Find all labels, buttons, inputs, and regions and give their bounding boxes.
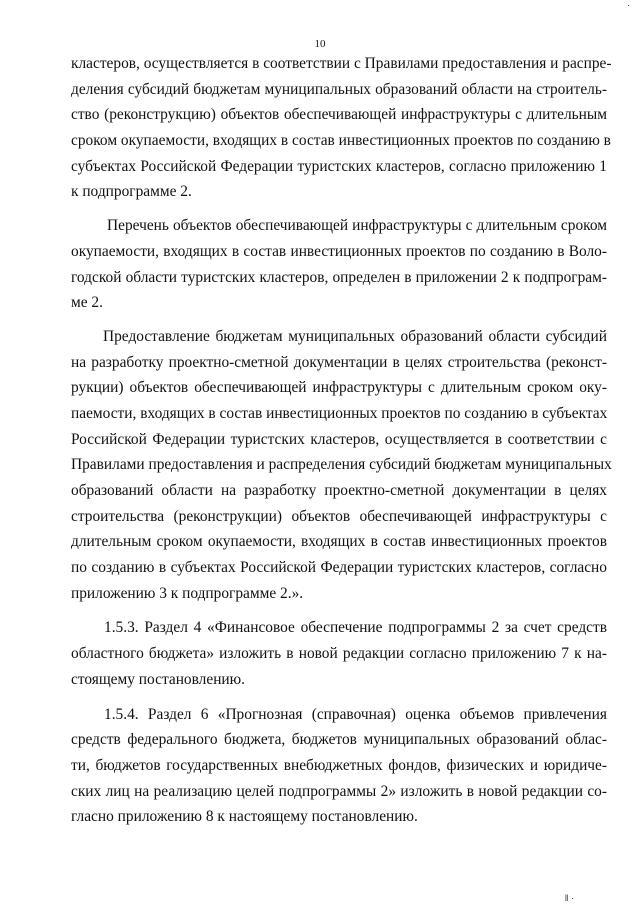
text-line: к подпрограмме 2. [71, 183, 192, 201]
paragraph-section-4 [71, 615, 607, 692]
text-line: образований области на разработку проектно-сметной документации в целях [71, 482, 607, 499]
text-line: 1.5.4. Раздел 6 «Прогнозная (справочная) оценка объемов привлечения [104, 705, 607, 723]
text-line: деления субсидий бюджетам муниципальных образований области на строитель- [71, 80, 607, 98]
document-body [71, 51, 612, 830]
paragraph-design-documentation [71, 324, 612, 607]
text-line: ти, бюджетов государственных внебюджетных фондов, физических и юридиче- [71, 756, 607, 774]
page-edge-mark-bottom: ǁ · [564, 893, 574, 903]
text-line: Российской Федерации туристских кластеров, осуществляется в соответствии с [71, 430, 607, 448]
paragraph-section-6 [71, 702, 607, 830]
text-line: средств федерального бюджета, бюджетов муниципальных образований облас- [71, 731, 607, 749]
text-line: гласно приложению 8 к настоящему постановлению. [71, 808, 418, 826]
page-number: 10 [314, 38, 326, 50]
text-line: 1.5.3. Раздел 4 «Финансовое обеспечение подпрограммы 2 за счет средств [104, 619, 607, 637]
text-line: стоящему постановлению. [71, 670, 246, 688]
text-line: по созданию в субъектах Российской Федерации туристских кластеров, согласно [71, 559, 607, 577]
text-line: областного бюджета» изложить в новой редакции согласно приложению 7 к на- [71, 645, 607, 663]
text-line: строительства (реконструкции) объектов обеспечивающей инфраструктуры с [71, 507, 607, 525]
text-line: годской области туристских кластеров, определен в приложении 2 к подпрограм- [71, 268, 607, 286]
text-line: Предоставление бюджетам муниципальных образований области субсидий [103, 327, 607, 345]
text-line: ме 2. [71, 294, 103, 312]
text-line: паемости, входящих в состав инвестиционных проектов по созданию в субъектах [71, 404, 608, 422]
page-edge-mark-top: · [627, 0, 630, 10]
text-line: ских лиц на реализацию целей подпрограммы 2» изложить в новой редакции со- [71, 782, 607, 800]
text-line: Перечень объектов обеспечивающей инфраструктуры с длительным сроком [107, 217, 607, 235]
text-line: длительным сроком окупаемости, входящих в состав инвестиционных проектов [71, 533, 607, 551]
text-line: приложению 3 к подпрограмме 2.». [71, 584, 304, 602]
text-line: окупаемости, входящих в состав инвестиционных проектов по созданию в Воло- [71, 242, 607, 260]
paragraph-continuation [71, 51, 612, 205]
text-line: кластеров, осуществляется в соответствии с Правилами предоставления и распре- [71, 55, 612, 72]
text-line: рукции) объектов обеспечивающей инфраструктуры с длительным сроком оку- [71, 379, 607, 397]
text-line: сроком окупаемости, входящих в состав инвестиционных проектов по созданию в [71, 132, 611, 150]
paragraph-infrastructure-list [71, 213, 607, 316]
text-line: Правилами предоставления и распределения субсидий бюджетам муниципальных [71, 456, 612, 474]
text-line: на разработку проектно-сметной документации в целях строительства (реконст- [71, 353, 607, 371]
text-line: ство (реконструкцию) объектов обеспечивающей инфраструктуры с длительным [71, 106, 607, 124]
text-line: субъектах Российской Федерации туристских кластеров, согласно приложению 1 [71, 157, 607, 175]
